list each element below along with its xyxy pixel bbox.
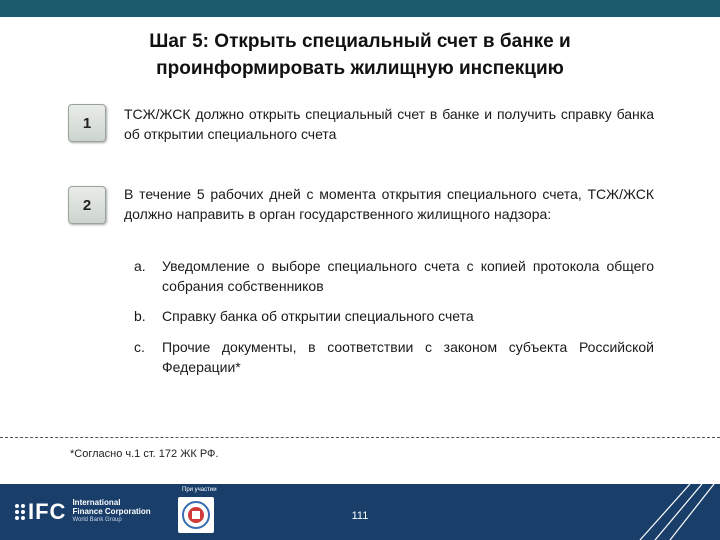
sub-item-marker: a. <box>134 258 146 274</box>
footnote: *Согласно ч.1 ст. 172 ЖК РФ. <box>70 448 219 460</box>
footer-decoration <box>580 484 720 540</box>
step-number-2: 2 <box>68 186 106 224</box>
sub-item-text: Уведомление о выборе специального счета с копией протокола общего собрания собственников <box>162 258 654 294</box>
footnote-divider <box>0 437 720 438</box>
page-number: 111 <box>351 510 369 522</box>
sub-item-b <box>134 306 654 326</box>
ifc-globe-icon <box>14 502 28 522</box>
ifc-name <box>72 498 150 525</box>
sub-item-c <box>134 337 654 377</box>
ifc-name-line-2: Finance Corporation <box>72 507 151 516</box>
sub-item-marker: b. <box>134 308 146 324</box>
ifc-name-line-1: International <box>72 498 121 507</box>
step-text-2: В течение 5 рабочих дней с момента открытия специального счета, ТСЖ/ЖСК должно направить в орган государственного жилищного надзора: <box>124 186 654 222</box>
sub-item-marker: c. <box>134 339 145 355</box>
step-number-1: 1 <box>68 104 106 142</box>
page-title <box>60 28 660 82</box>
partner-label: При участии <box>182 487 217 493</box>
ifc-logo <box>14 498 151 525</box>
sub-item-a <box>134 256 654 296</box>
top-bar <box>0 0 720 17</box>
footer <box>0 484 720 540</box>
step-text-1: ТСЖ/ЖСК должно открыть специальный счет в банке и получить справку банка об открытии специального счета <box>124 106 654 142</box>
ifc-name-line-3: World Bank Group <box>72 517 122 523</box>
partner-logo <box>178 497 214 533</box>
title-line-1: Шаг 5: Открыть специальный счет в банке и <box>149 31 571 52</box>
ifc-mark: IFC <box>28 498 67 524</box>
title-line-2: проинформировать жилищную инспекцию <box>156 58 564 79</box>
sub-item-text: Справку банка об открытии специального счета <box>162 308 474 324</box>
sub-item-text: Прочие документы, в соответствии с законом субъекта Российской Федерации* <box>162 339 654 375</box>
partner-emblem-icon <box>181 500 211 530</box>
